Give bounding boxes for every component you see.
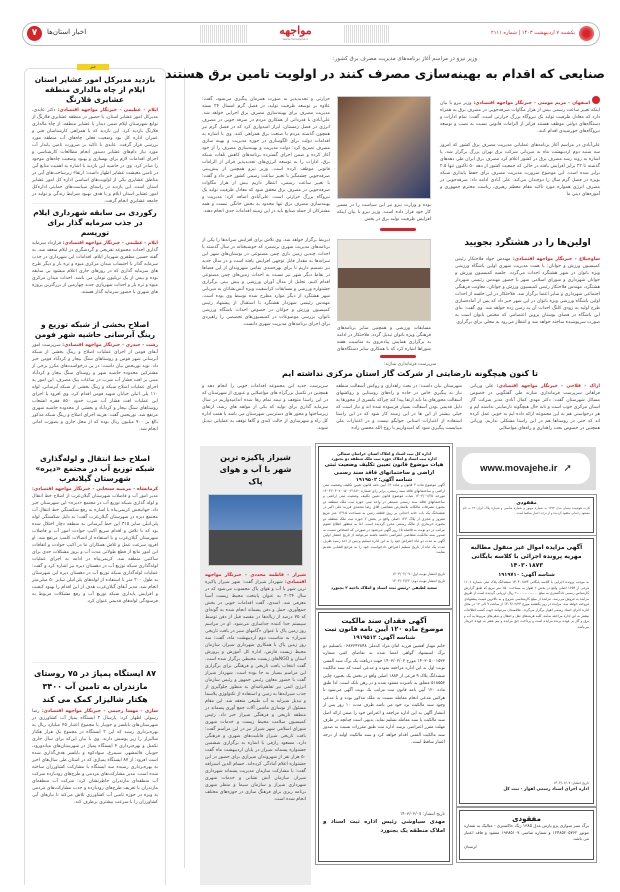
shiraz-mayor-photo [208, 494, 303, 566]
lost-notice [459, 497, 594, 533]
loss-deed-ad [318, 612, 450, 862]
article-body: ایلام - عظیمی - خبرنگار مواجهه اقتصادی: قرارداد سرمایه گذاری احداث مجموعه تفریحی و گردشگری در ایلام منعقد شد. به گفته حسین مظفری شهردار ایلام، اقدامات این شهرداری در جذب سرمایه گذار با احتساب میدان مرکزی میوه و تره بار و دیگر طرح های سرمایه گذاری که در روزهای جاری اعلام میشود بی سابقه بوده و بیش از یک تریلیون تومان می باشد. احداث میدان مرکزی میوه و تره بار و احداث شهربازی جدید چهارمین از بزرگترین پروژه های شهری با حضور سرمایه گذار هستند. [32, 241, 158, 295]
ad-id: شناسه آگهی: ۱۹۱۹۵۰۲ [355, 477, 413, 483]
ad-signature: سعید لطیفی -رئیس ثبت اسناد و املاک ناحیه ۲ بجنورد [331, 585, 437, 590]
gas-kicker: سرپرست فرمانداری شازند: [383, 362, 437, 367]
ad-title: هیات موضوع قانون تعیین تکلیف وضعیت ثبتی اراضی و ساختمانهای فاقد سند رسمی [324, 462, 444, 476]
ad-body: خانم مهناز افشین فرزند امان مراد کدملی ۰۶۸۳۲۴۲۸۴۸ باتسلیم دو برگ استشهاد گواهی امضا شده به تقاضای کتبی شماره ۱۴۰۳۰۵۰۰۱۵۳۳ مورخ ۱۴۰۳/۰۲/۰۲ جهت دریافت یک برگ سند المثنی نوبت اول به این اداره مراجعه نموده و مدعی است که سند مالکیت ششدانگ پلاک ۹ فرعی از ۱۸۸۴ اصلی واقع در بخش یک بجنورد چاپی ۵۱۸۵۵۳ متعلق به نامبرده مفقود شده و در رهن بانک است. لذا طبق ماده ۱۲۰ آیین نامه قانون ثبت مراتب یک نوبت آگهی می‌شود تا هرکس مدعی انجام معامله نسبت به ملک مذکور بوده و یا مدعی وجود سند مالکیت نزد خود می باشد ظرف مدت ۱۰ روز پس از انتشار آگهی به این اداره مراجعه و اعتراض خود را ضمن ارائه اصل سند مالکیت یا سند معامله تسلیم نماید. بدیهی است چنانچه در ظرف مهلت مقرر اعتراضی نرسد اداره ثبت طبق مقررات نسبت به صدور سند مالکیت المثنی اقدام خواهد کرد و سند مالکیت اولیه از درجه اعتبار ساقط است. [323, 644, 446, 746]
section-title: اخبار استان‌ها [47, 28, 87, 36]
gas-col-3: سرپرست جدید این مجموعه اقدامات خوبی را انجام دهد و همچنین در تکمیل بزرگراه های مواصلاتی و عبوری از شهرستان که در این راستا متوقف و نیمه تمام رها شده اندامیدواریم در سال سرمایه گذاری برای تولید که یکی از مولفه های رشد، ارتقای زیرساختها و محور های دسترسی شهرستان می باشد با همت اداره کل راه و شهرسازی از حالت کندی و گاها توقف به عملیاتی تبدیل شوند. [201, 384, 328, 431]
article-body: ساری - مهسا رحیمی - خبرنگار مواجهه اقتصادی: رضا رسولی اظهار کرد: پارسال ۲ ایستگاه پمپاژ آب کشاورزی در شهرستان‌های بابلسر و جویبار با مجموع اعتبار ۴۵ میلیارد ریال به بهره‌برداری رسید که این ۲ ایستگاه در مجموع یک هزار هکتار شالیزار را زیر پوشش دارند. وی با بیان این‌که برای سال جاری تکمیل و بهره‌برداری ۴ ایستگاه پمپاژ در شهرستان‌های میاندورود، جویبار، قائمشهر، سیمرغ، سوادکوه و بابلسر هدف‌گذاری شده است افزود: از ۸۷ ایستگاه پمپاژی که در استان طی سال‌های اخیر به بهره‌برداری رسیده سه ایستگاه با مشارکت کشاورزان ساخته شده است. مدیر مشارکت‌های مردمی و طرح‌های زودبازده شرکت آب منطقه‌ای مازندران خاطرنشان کرد: شرکت آب منطقه‌ای مازندران با تعریف طرح‌های زودبازده و جذب مشارکت‌های مردمی به ویژه در حوزه تامین آب کشاورزی تلاش می‌کند تا نیازهای آبی کشاورزان را با سرعت بیشتری برطرف کند. [32, 709, 158, 805]
gas-headline: تا کنون هیچگونه نارضایتی از شرکت گاز استان مرکزی نداشته ایم [282, 369, 538, 378]
ad-id: شناسه آگهی: ۱۹۱۹۷۱۰ [498, 572, 555, 578]
website-pill[interactable] [462, 453, 590, 484]
ad-signature: مهدی سیاوشی رئیس اداره ثبت اسناد و املاک منطقه یک بجنورد [323, 819, 445, 834]
ad-body: آگهی موضوع ماده ۳ قانون و ماده ۱۳ آیین نامه قانون تعیین تکلیف وضعیت ثبتی اراضی و ساختمانهای فاقد سند رسمی. برابر رای شماره ۱۴۰۳۶۰۳۰۷۰۰۵۰۰۲۱۸۷۰ مورخه ۱۴۰۳/۰۱/۲۵ هیات موضوع قانون تعیین تکلیف وضعیت ثبتی اراضی و ساختمانهای فاقد سند رسمی مستقر در واحد ثبتی حوزه ثبت ملک منطقه دو بجنورد تصرفات مالکانه بلامعارض متقاضی آقای رضا محمدی فرزند علی اکبر در ششدانگ یک باب خانه احداثی بر روی قطعه زمین به مساحت ۱۲۹.۵ متر مربع مفروز و مجزی از پلاک ۱۲۳ اصلی واقع در بخش ۲ حوزه ثبت ملک منطقه دو بجنورد خریداری از مالک رسمی محرز گردیده است. لذا به منظور اطلاع عموم مراتب در دو نوبت به فاصله ۱۵ روز آگهی می‌شود در صورتی که اشخاص نسبت به صدور سند مالکیت متقاضی اعتراضی داشته باشند می‌توانند از تاریخ انتشار اولین آگهی به مدت دو ماه اعتراض خود را به این اداره تسلیم و پس از اخذ رسید ظرف مدت یک ماه از تاریخ تسلیم اعتراض دادخواست خود را به مرجع قضایی تقدیم نمایند. [323, 483, 446, 555]
article-body: کرمانشاه - مرضیه سنجابی - خبرنگار مواجهه اقتصادی: مدیر امور آب و فاضلاب شهرستان گیلان‌غرب از اصلاح خط انتقال و لوله گذاری شبکه توزیع آب در مجتمع «دیره» این شهرستان خبر داد. جهانبخش کریمی‌پناه با اشاره به رفع شکستگی خط انتقال آب مجتمع دیره در شهرستان گیلان‌غرب گفت: به دلیل شکستگی لوله پلی‌اتیلن سایز ۳۱۵ این خط آبرسانی به منطقه دچار اختلال شده بود که با تلاش و اقدام سریع اکیپ حوادث امور آب و فاضلاب شهرستان گیلان‌غرب و با استفاده از اتصالات کلمپ مرتفع شد. او افزود سرعت عمل و تلاش همکاران ما در اکیپ حوادث و اتفاقات این امور مانع از قطع طولانی مدت آب و بروز مشکلات جدی برای ساکنین منطقه شد. کریمی‌پناه در ادامه به اجرای عملیات لوله‌گذاری شبکه توزیع آب در دهستان دیره نیز اشاره کرد و گفت: عملیات لوله‌گذاری شبکه توزیع آب در دهستان دیره این شهرستان به طول ۲۰۰ متر با استفاده از لوله‌های پلی‌اتیلن سایز ۵۰ میلی‌متر انجام شد. مدیر آبفای گیلان‌غرب هدف از این اقدام را بهبود کیفیت و افزایش پایداری شبکه توزیع آب و رفع مشکلات مربوط به فرسودگی لوله‌های قدیمی عنوان کرد. [32, 487, 158, 604]
logo-url: www.movajehe.ir [282, 37, 309, 41]
lost-title: مفقودی [512, 815, 541, 823]
ad-signature: اداره اجرای اسناد رسمی اهواز - ثبت کل [503, 787, 589, 792]
gas-col-2: شهرستان بیان داشت: در بحث راهداری و روکش آسفالت منطقه نیاز به پیگیری خاص در جاده و راه‌های روستایی و روکشهای آسفالت محورهای ما باید ارتقا پیدا کند چراکه یکسری از محورها به دلیل قدیمی بودن آسفالت بسیار فرسوده شده اند و نیاز است که خیلی بیشتر از این ها در این زمینه کار شود که در این راستا استفاده از اعتبارات استانی جوابگو نیست و در اعتبارات ملی میبایست پیگیری شود که امیدواریم با روح الله محسن زاده [336, 384, 462, 431]
lead-kicker: وزیر نیرو در مراسم آغاز برنامه‌های مدیریت مصرف برق کشور: [332, 56, 478, 62]
gas-col-1: اراک - فلاحی - خبرنگار مواجهه اقتصادی: علی وریانی فراهانی سرپرست فرمانداری شازند طی گفتگویی در خصوص مسائل شهرستان گفت: دکتر مهدی کمال آبادی مدیر شرکت گاز استان مرکزی خوب است و تابه حال هیچگونه نارضایتی نداشته ایم و هر درخواستی هم به این مجموعه ارائه داده ایم به خوبی عمل کرده اند که حتی در روستاها هم در این راستا مشکلی نداریم. وریانی همچنین در خصوص بحث راهداری و راه‌های مواصلاتی [470, 384, 600, 431]
hashtgerd-photo-meeting [337, 239, 431, 321]
lead-icon [592, 96, 600, 104]
hashtgerd-col-right: ساوجبلاغ - خبرنگار مواجهه اقتصادی: مهندس جواد فلاحتکار رئیس کمیسیون ورزش و جوانان: با همت مدیریت شهری اولین باشگاه ورزشی ویژه بانوان در شهر هشتگرد احداث می‌گردد. جلسه کمیسیون ورزش و جوانان شهرداری و شورای اسلامی شهر با حضور مهندس رئیسی شهردار هشتگرد، مهندس فلاحتکار رئیس کمیسیون ورزش و جوانان، معاونت فرهنگی اجتماعی شهرداری و سایر اعضا برگزار شد. فلاحتکار در این جلسه از احداث اولین باشگاه ورزشی ویژه بانوان در این شهر خبر داد که پس از آماده‌سازی طرح اولیه به زودی کلنگ احداث آن به زمین زده خواهد شد. وی گفت: بنای این باشگاه در فضای بوستان پروین اعتصامی که مختص بانوان است به صورت سرپوشیده ساخته خواهد شد و انتظار می‌رود به محلی برای برگزاری [455, 257, 600, 325]
shiraz-box [200, 446, 311, 885]
ad-org: اداره ثبت اسناد و املاک حوزه ثبت ملک منطقه دو بجنورد [331, 456, 437, 461]
article-body [32, 107, 158, 204]
ad-date: تاریخ انتشار نوبت دوم: ۱۴۰۳/۰۲/۲۲ [392, 579, 445, 583]
hashtgerd-col-left: ذیربط برگزار خواهد شد. وی تلاش برای افزایش سرانه‌ها را یکی از برنامه‌های مدیریت شهری برشمرد که خوشبختانه در سال گذشته با احداث چندین زمین بازی چمن مصنوعی در بوستان‌های شهر این سرانه‌ها به مقدار قابل توجهی افزایش یافته است و در سال جدید نیز تصمیم داریم تا برای بهره‌مندی تمامی شهروندان از این فضاها در نقاط دیگر شهر نیز نسبت به احداث زمین‌های چمن مصنوعی اقدام کنیم. تجلیل از مدال آوران ورزشی و پیش بینی برگزاری جشنواره ورزشی و مسابقات کراسفیت ویژه آتش‌نشانان به میزبانی شهر هشتگرد از دیگر موارد مطرح شده توسط وی بوده است. مهندس رئیسی شهردار هشتگرد با استقبال از پیشنهاد رئیس کمیسیون ورزش و جوانان در خصوص احداث باشگاه ورزشی بانوان، بررسی موضوعات در کمیسیون‌های تخصصی را راهبردی برای اجرای برنامه‌های مدیریت شهری دانست. [202, 238, 330, 327]
ad-title: آگهی مزایده اموال غیر منقول مطالبه مهریه پرونده اجرائی با کلاسه بایگانی ۱۴۰۳۰۱۸۷۳ [470, 544, 583, 569]
ad-title: آگهی فقدان سند مالکیت [341, 617, 427, 625]
website-url[interactable]: www.movajehe.ir [480, 463, 558, 474]
byline: ایلام - عظیمی - خبرنگار مواجهه اقتصادی: [57, 108, 158, 113]
logo[interactable] [248, 24, 343, 44]
ad-date: تاریخ انتشار نوبت اول: ۱۴۰۳/۰۲/۰۷ [392, 572, 445, 576]
article-title: اصلاح بخشی از شبکه توزیع و رینگ آبرسانی حاشیه شهر فومن [34, 320, 156, 339]
red-divider [380, 355, 416, 358]
article-title: رکوردی بی سابقه شهرداری ایلام در جذب سرمایه گذار برای توریسم [32, 203, 158, 238]
article-body: رشت - حیدری - خبرنگار مواجهه اقتصادی: سرپرست امور آبفای فومن از اجرای عملیات اصلاح و رینگ بخشی از شبکه آبرسانی شهر فومن و روستاهای سنگ بیجار و کردآباد فومن خبر داد. نوید نوربخش بیان داشت: در پی درخواست‌های مکرر برخی از مشترکین محدوده حاشیه شهر و روستای سنگ بیجار و کردآباد مبنی بر افت فشار آب شرب در ساعات پیک مصرف، این امور به اجرای عملیات اصلاح شبکه و رینگ بخشی از شبکه آبرسانی، لوله ۱۱۰ پلی اتیلن خیابان شهید فومن اقدام کرد. وی افزود با اجرای این عملیات افت فشار آب شرب حدود ۸۵۰ فقره انشعاب روستاهای سنگ بیجار و کردآباد و بخشی از محدوده حاشیه شهری مرتفع شد. نوربخش گفت: هزینه اجرای اصلاح و رینگ شبکه مذکور بالغ بر ۷۰۰ میلیون ریال بوده که از محل جاری و بصورت امانی انجام شد. [32, 343, 158, 432]
issue-date: یکشنبه ۷ اردیبهشت ۱۴۰۳ | شماره ۲۱۱۱ [491, 30, 575, 36]
lost-title: مفقودی [516, 500, 537, 506]
shiraz-headline: شیراز پاکیزه ترین شهر با آب و هوای پاک [219, 453, 292, 486]
sidebar-news-column [24, 64, 166, 885]
registry-ad [318, 446, 450, 606]
lost-body: کارت هوشمند نیسان مدل ۱۳۹۳ به شماره موتور و شماره شاسی و شماره پلاک ایران ۲۹ به نام مسعود رحمانی مفقود گردیده و از درجه اعتبار ساقط است. [463, 506, 590, 515]
red-divider [380, 228, 416, 231]
website-banner[interactable] [456, 447, 596, 490]
news-tag: خبر [77, 64, 109, 70]
iran-map-icon [579, 26, 594, 41]
lost-place: لرستان [464, 843, 477, 849]
lost-notice [459, 810, 594, 860]
ad-org: اداره کل ثبت اسناد و املاک استان خراسان شمالی [337, 451, 431, 456]
article-title: اصلاح خط انتقال و لوله‌گذاری شبکه توزیع آب در مجتمع «دیره» شهرستان گیلانغرب [35, 454, 155, 483]
column-divider [184, 68, 185, 868]
cursor-click-icon: ➚ [563, 463, 572, 474]
lead-photo-caption: بوده و وزارت نیرو نیز این سیاست را در مسیر کار خود قرار داده است. وزیر نیرو با بیان اینکه افزایش ظرفیت تولید برق در بخش [337, 203, 431, 222]
article-title: ۸۷ ایستگاه پمپاژ در ۷۵ روستای مازندران به تامین آب ۳۴۰۰ هکتار شالیزار کمک می کند [32, 662, 158, 706]
lead-photo-minister [337, 96, 431, 199]
ad-date: تاریخ انتشار: ۱۴۰۳/۰۲/۰۷ [553, 781, 589, 785]
body-text: دکتر عابدی، مدیرکل امور عشایر استان، با حضور در منطقه عشایری قلارنگ از توابع شهرستان ایلام ضمن دیدار با عشایر منطقه، از چاه مالداری قلارنگ بازدید کرد. این بازدید که با همراهی کارشناسان فنی و عمران اداره کل بود وضعیت فعلی چاه‌های آب منطقه مورد بررسی قرار گرفت. عابدی با تاکید بر ضرورت تامین پایدار آب مورد نیاز دام‌های عشایر دستور انجام مطالعات کارشناسی و اجرای اقدامات لازم برای بهسازی و بهبود وضعیت چاه‌های موجود را صادر کرد. وی در حاشیه این بازدید با اشاره به اهمیت منابع آبی در تامین معیشت عشایر اظهار داشت: ارتقاء زیرساخت‌های آبی در مناطق عشایری یکی از اولویت‌های اساسی اداره کل امور عشایر استان است. این بازدید در راستای سیاست‌های حمایتی اداره‌کل امور عشایر استان ایلام و با هدف بهبود شرایط زندگی و تولید در جامعه عشایری انجام گرفت. [32, 108, 158, 204]
hashtgerd-headline: اولین‌ها را در هشتگرد بجویید [464, 238, 591, 248]
ad-body: به موجب پرونده اجرایی با کلاسه بایگانی ۱۴۰۳۰۱۸۷۳ ششدانگ پلاک ثبتی شماره ۱۱۰۲ فرعی از ۱۶۵۹ اصلی واقع در بخش ۲ اهواز به مساحت ۱۵۰ متر مربع که طبق گزارش کارشناس رسمی دادگستری به مبلغ ۲۰،۰۰۰،۰۰۰،۰۰۰ ریال ارزیابی گردیده است از طریق مزایده به فروش می‌رسد. مزایده از مبلغ کارشناسی شروع و به بالاترین قیمت پیشنهادی فروخته خواهد شد. مزایده در روز یکشنبه مورخ ۱۴۰۳/۰۲/۲۳ از ساعت ۹ الی ۱۲ در محل اداره اجرای اسناد رسمی اهواز برگزار می‌گردد. علاقمندان می‌توانند جهت کسب اطلاعات بیشتر به این اداره مراجعه نمایند. کلیه هزینه‌های نقل و انتقال و بدهی‌های مربوط به آب و برق و گاز بر عهده برنده مزایده است و پرداخت حق مزایده و نیم عشر به عهده خریدار می‌باشد. [464, 580, 589, 629]
lead-headline: صنایعی که اقدام به بهینه‌سازی مصرف کنند در اولویت تامین برق هستند [165, 66, 605, 81]
shiraz-body: شیراز - فاطمه مجددی - خبرنگار مواجهه اقتصادی: شهردار شیراز گفت: شهر شیراز پاکیزه ترین شهر با آب و هوای پاک محسوب می‌شود که در سال ۲۰۲۴ به عنوان پایتخت محیط زیست آسیا معرفی شد. اسدی، گفت اقدامات خوبی در بخش جمع‌آوری، حمل و دفن پسماند انجام شده به گونه‌ای که ۷۵ درصد از زباله‌ها در مقصد قبل از دفن توسط سیستم جدا کننده جداسازی می‌شود. او در مراسم روز زمین پاک با عنوان «گامهای سبز در بافت تاریخی شیراز» به مناسبت دوم اردیبهشت ماه، گفت: سه روز زمین پاک با همکاری شهرداری شیراز، سازمان محیط زیست فارس، اداره کل آموزش و پرورش استان و NGOهای زیست محیطی برگزار شده است. گفت انتخاب بافت تاریخی و فرهنگی برای برگزاری این مراسم بسیار به جا بوده است. شهردار شیراز گفت با حضور معاون رئیس جمهور و رئیس سازمان انرژی اتمی نیز تفاهم‌نامه‌ای به منظور جلوگیری از جذب شیرابه‌ها به زمین و استفاده از تکنولوژی پلاسما و تبدیل شیرابه به آب طبیعی منعقد شد. این مقام مسئول از نوسازی ماشین آلات جمع آوری پسماند در منطقه تاریخی و فرهنگی شیراز خبر داد. رئیس کمیسیون سلامت محیط زیست و خدمات شهری شورای اسلامی شهر شیراز نیز در این مراسم گفت: بافت تاریخی شیراز قابلیت‌های شهری و فرهنگی دارد. مسعود رازقی با اشاره به برگزاری ششمین جشنواره پسماند شیراز در پایان اردیبهشت ماه گفت ۵۰ هزار نفر از شهروندان شیرازی برای حضور در این جشنواره اعلام آمادگی کرده‌اند. حسام الدین استرافه گفت: با مشارکت سازمان مدیریت پسماند شهرداری شیراز، سازمان آتش نشانی و خدمات شهری شهرداری شیراز و سازمان سیما و منظر شهری برنامه ریزی برای فرهنگ سازی در حوزه‌های مختلف انجام شده است. [205, 573, 306, 802]
hashtgerd-caption: مسابقات ورزشی و همچنین سایر برنامه‌های فرهنگی ویژه بانوان تبدیل گردد. فلاحتکار در ادامه به برگزاری همایش پیاده‌روی به مناسبت هفته شوراها اشاره کرد که با همکاری سایر دستگاه‌های [337, 326, 431, 352]
auction-ad [459, 538, 594, 804]
ad-date: تاریخ انتشار: ۱۴۰۳/۰۲/۰۷ [400, 812, 445, 817]
lead-col-right: اصفهان - مریم مومنی - خبرنگار مواجهه اقتصادی: وزیر نیرو با بیان اینکه تغییر ساعت رسمی بیش از هزار مگاوات صرفه‌جویی در مصرف برق به همراه دارد که معادل ظرفیت تولید یک نیروگاه بزرگ حرارتی است، گفت: تمام ادارات و دستگاه‌های دولتی موظف هستند فراتر از الزامات قانونی نسبت به نصب و توسعه نیروگاه‌های خورشیدی اقدام کنند. علی‌آبادی در مراسم آغاز برنامه‌های عملیاتی مدیریت مصرف برق کشور که امروز سه شنبه دوم اردیبهشت ماه به میزبانی شرکت برق تهران بزرگ برگزار شد، با اشاره به روند رشد مصرف برق در کشور اعلام کرد مصرف برق ایران طی دهه‌های گذشته تا ۲۲ برابر افزایش یافته در حالی که جمعیت کشور از دهه ۵۰ تاکنون تنها ۲.۵ برابر شده است. این موضوع ضرورت مدیریت مصرف برای حفظ پایداری شبکه بویژه در فصل گرم سال را دوچندان می‌کند. علی آبادی ادامه داد: صرفه‌جویی در مصرف انرژی همواره مورد تاکید مقام معظم رهبری، ریاست محترم جمهوری و آموزه‌های دینی ما [440, 96, 600, 226]
article-title: بازدید مدیرکل امور عشایر استان ایلام از چاه مالداری منطقه عشایری قلارنگ [34, 75, 156, 104]
page-number: ۷ [27, 26, 42, 41]
ad-subtitle: موضوع ماده ۱۲۰ آیین نامه قانون ثبت [324, 625, 444, 633]
lead-col-left: حرارتی و تجدیدپذیر به صورت همزمان پیگیری می‌شود، گفت: علاوه بر توسعه ظرفیت تولید، در فصل گرم امسال ۲۴ بسته مدیریت مصرف برای بهینه‌سازی مصرف برق اجرایی خواهد شد. علی‌آبادی با قدردانی از همکاری مردم در صرفه جویی در مصرف انرژی در فصل زمستان، ابراز امیدواری کرد که در فصل گرم نیز همچون گذشته مردم با صنعت برق همراهی کنند. وی با اشاره به اقدامات دولت برای الگوسازی در حوزه مدیریت و بهینه سازی مصرف تصریح کرد: دولت مدیریت و بهینه‌سازی مصرف را از خود آغاز کرده و ضمن اجرای گسترده برنامه‌های کاهش تلفات شبکه برق، ادارات را به توسعه انرژی‌های تجدیدپذیر فراتر از الزامات قانونی موظف کرده است. وزیر نیرو همچنین از پیش‌بینی صرفه‌جویی چشمگیر با تغییر ساعت رسمی کشور خبر داد و گفت: با تغییر ساعت رسمی، انتظار داریم بیش از هزار مگاوات صرفه‌جویی در مصرف برق محقق شود که معادل ظرفیت تولید یک نیروگاه بزرگ حرارتی است. علی‌آبادی اضافه کرد: مدیریت و بهینه‌سازی مصرف برق تنها محدود به بخش خانگی نیست و همه مشترکان از جمله صنایع باید در این زمینه اقدامات جدی انجام دهند. [202, 97, 331, 214]
masthead [22, 22, 600, 46]
ad-id: شناسه آگهی: ۱۹۱۹۵۱۲ [352, 635, 416, 641]
lost-body: برگ سبز سواری پژو پارس مدل ۱۳۸۵ رنگ خاکستری - متالیک به شماره موتور ۱۲۴۸۵۲۰۵۷۶۲ و شماره شاسی ۱۹۳۸۵۱۰۷ مفقود و فاقد اعتبار می باشد. [464, 823, 589, 841]
logo-text: مواجهه [279, 24, 312, 37]
